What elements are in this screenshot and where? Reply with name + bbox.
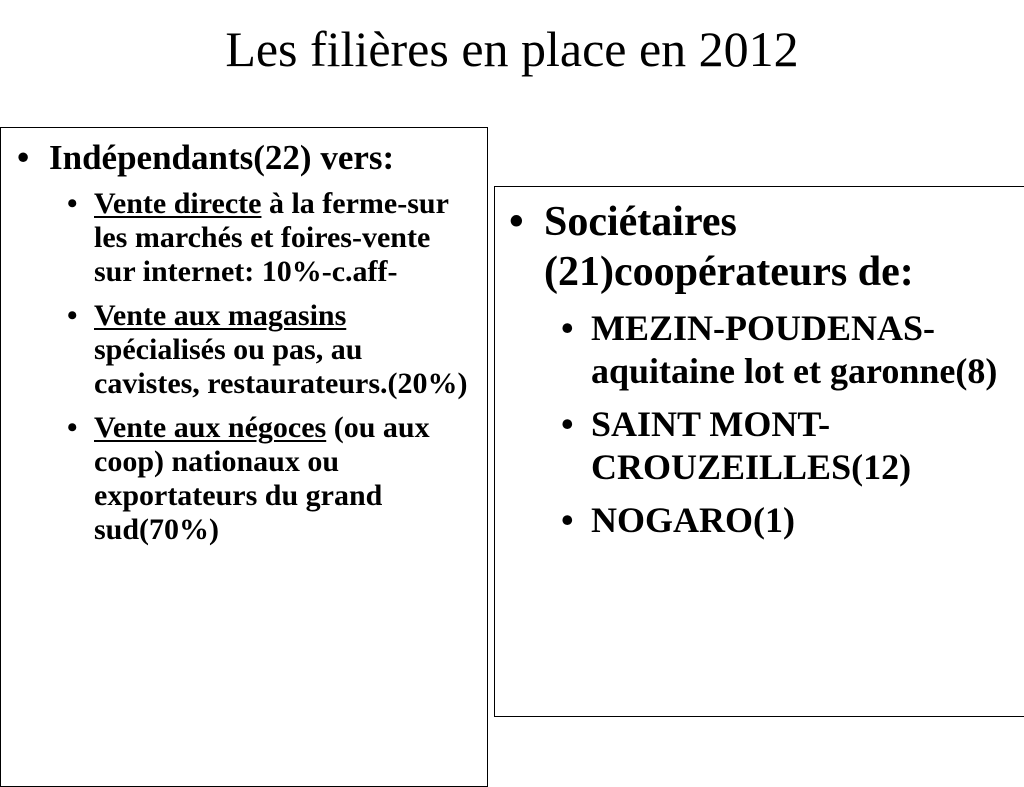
societaires-heading	[495, 197, 1024, 297]
bullet-icon: •	[561, 500, 574, 540]
list-item-text: (ou aux coop) nationaux ou exportateurs du grand sud(70%)	[94, 411, 430, 546]
independants-box	[0, 127, 488, 787]
list-item-underlined-label: Vente aux magasins	[94, 299, 347, 332]
list-item-text: MEZIN-POUDENAS-aquitaine lot et garonne(8)	[591, 308, 998, 391]
bullet-icon: •	[561, 308, 574, 348]
bullet-icon: •	[561, 404, 574, 444]
list-item-vente-directe	[1, 187, 487, 289]
list-item-saint-mont	[495, 403, 1024, 489]
independants-heading	[1, 138, 487, 177]
independants-heading-text: Indépendants(22) vers:	[49, 138, 395, 177]
list-item-text: NOGARO(1)	[591, 500, 795, 540]
list-item-nogaro	[495, 499, 1024, 542]
bullet-icon: •	[67, 299, 78, 332]
societaires-heading-text: Sociétaires (21)coopérateurs de:	[544, 199, 914, 295]
bullet-icon: •	[67, 411, 78, 444]
bullet-icon: •	[17, 138, 30, 177]
list-item-underlined-label: Vente aux négoces	[94, 411, 327, 444]
bullet-icon: •	[67, 187, 78, 220]
bullet-icon: •	[509, 199, 524, 245]
list-item-mezin-poudenas	[495, 307, 1024, 393]
list-item-vente-negoces	[1, 411, 487, 547]
list-item-text: SAINT MONT-CROUZEILLES(12)	[591, 404, 912, 487]
list-item-vente-magasins	[1, 299, 487, 401]
slide-title: Les filières en place en 2012	[225, 21, 799, 77]
societaires-box	[494, 186, 1024, 717]
list-item-underlined-label: Vente directe	[94, 187, 262, 220]
list-item-text: à la ferme-sur les marchés et foires-vente sur internet: 10%-c.aff-	[94, 187, 449, 288]
list-item-text: spécialisés ou pas, au cavistes, restaurateurs.(20%)	[94, 333, 468, 400]
